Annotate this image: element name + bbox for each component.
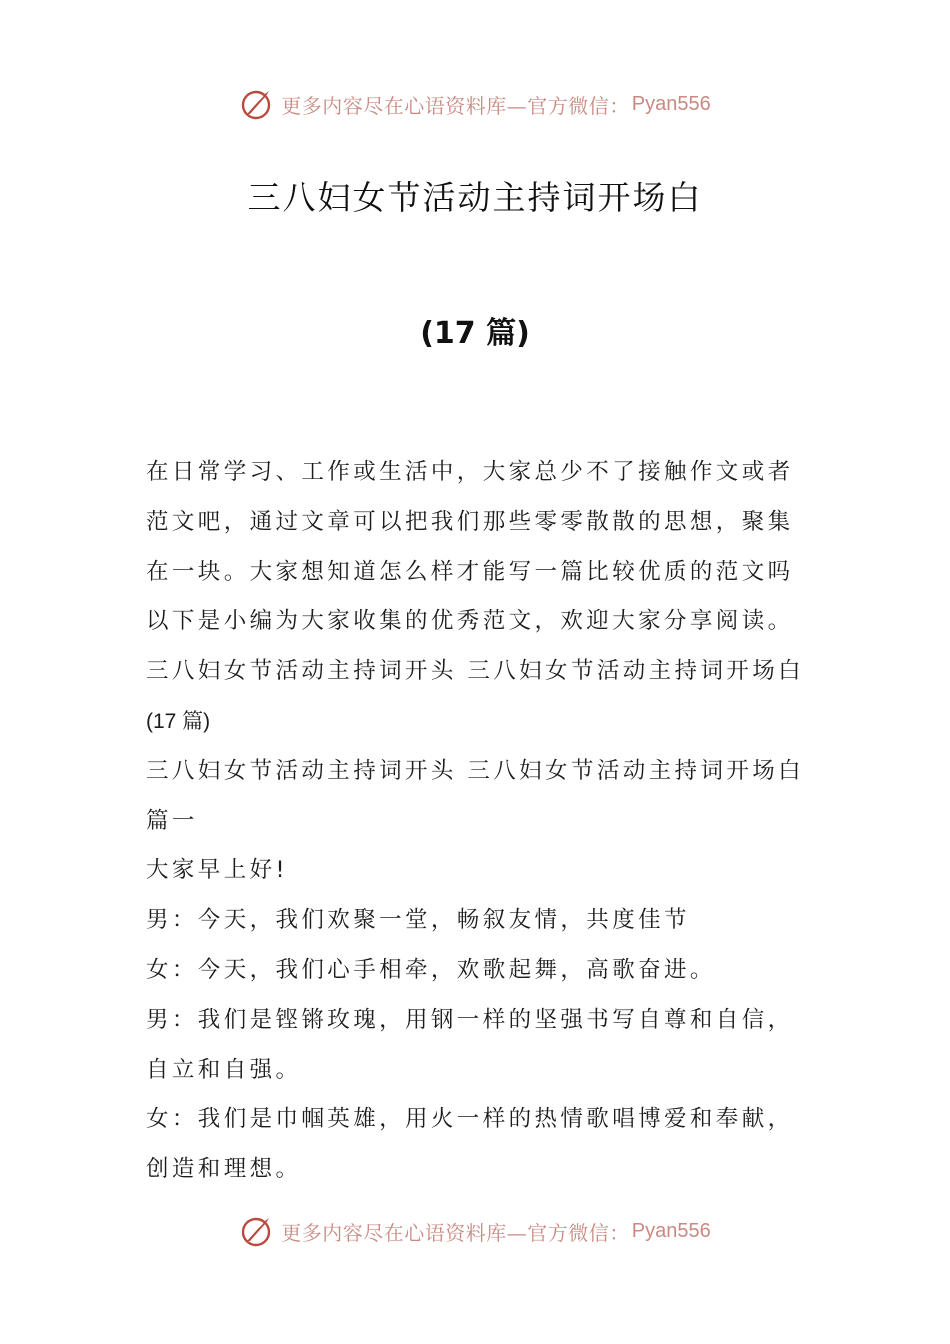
body-line: 篇一: [146, 807, 198, 834]
document-subtitle: (17 篇): [420, 316, 530, 351]
body-line: 自立和自强。: [146, 1056, 302, 1083]
body-line: 女：今天，我们心手相牵，欢歌起舞，高歌奋进。: [146, 956, 716, 983]
body-line: 在一块。大家想知道怎么样才能写一篇比较优质的范文吗: [146, 558, 794, 585]
header-banner-text: 更多内容尽在心语资料库—官方微信：: [281, 93, 630, 118]
body-line: 女：我们是巾帼英雄，用火一样的热情歌唱博爱和奉献，: [146, 1106, 794, 1133]
quill-pen-circle-icon: [239, 86, 275, 122]
body-line: 创造和理想。: [146, 1156, 302, 1183]
header-banner[interactable]: [0, 84, 950, 124]
footer-wechat-id: Pyan556: [631, 1219, 711, 1242]
footer-banner[interactable]: [0, 1211, 950, 1251]
body-line: 男：我们是铿锵玫瑰，用钢一样的坚强书写自尊和自信，: [146, 1006, 794, 1033]
body-line: 以下是小编为大家收集的优秀范文，欢迎大家分享阅读。: [146, 608, 794, 635]
quill-pen-circle-icon: [239, 1213, 275, 1249]
document-body: [146, 448, 811, 1195]
header-wechat-id: Pyan556: [631, 92, 711, 115]
body-line: 男：今天，我们欢聚一堂，畅叙友情，共度佳节: [146, 907, 690, 934]
body-line: 三八妇女节活动主持词开头 三八妇女节活动主持词开场白: [146, 757, 805, 784]
body-line: (17 篇): [146, 709, 211, 733]
document-title: 三八妇女节活动主持词开场白: [247, 178, 703, 217]
body-line: 三八妇女节活动主持词开头 三八妇女节活动主持词开场白: [146, 658, 805, 685]
body-line: 大家早上好!: [146, 857, 288, 884]
footer-banner-text: 更多内容尽在心语资料库—官方微信：: [281, 1220, 630, 1245]
body-line: 在日常学习、工作或生活中，大家总少不了接触作文或者: [146, 459, 794, 485]
body-line: 范文吧，通过文章可以把我们那些零零散散的思想，聚集: [146, 508, 794, 535]
